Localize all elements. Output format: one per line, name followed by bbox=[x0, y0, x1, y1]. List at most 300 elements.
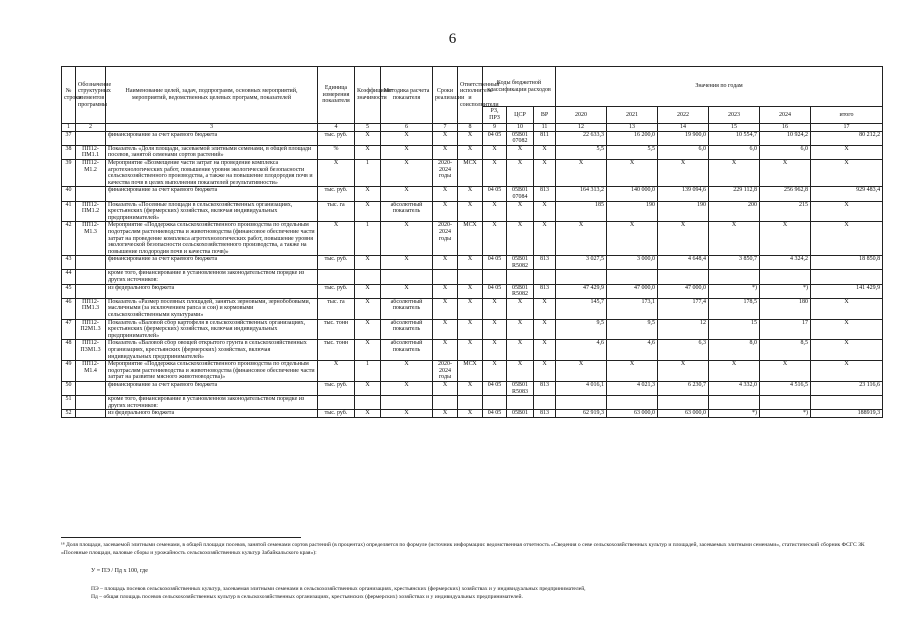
code-vr-cell: 813 bbox=[534, 410, 556, 418]
term-cell: X bbox=[433, 145, 458, 159]
table-row bbox=[62, 396, 883, 410]
value-2021: 140 000,0 bbox=[607, 187, 658, 201]
value-2021: 5,5 bbox=[607, 145, 658, 159]
value-2022: 190 bbox=[658, 201, 709, 222]
structural-element-code: ПП12-ПМ1.3 bbox=[76, 298, 106, 319]
unit-cell: тыс. га bbox=[318, 201, 355, 222]
row-number: 52 bbox=[62, 410, 76, 418]
header-year-2022: 2022 bbox=[658, 107, 709, 124]
item-name: кроме того, финансирование в установленном законодательством порядке из других источников: bbox=[106, 396, 318, 410]
code-vr-cell: X bbox=[534, 145, 556, 159]
value-2021: 47 000,0 bbox=[607, 284, 658, 298]
column-number: 16 bbox=[760, 124, 811, 132]
responsible-cell: X bbox=[458, 410, 483, 418]
unit-cell: X bbox=[318, 361, 355, 382]
value-2024: X bbox=[760, 222, 811, 256]
code-rz-cell: 04 05 bbox=[483, 410, 507, 418]
header-row-no: № строки bbox=[62, 67, 76, 124]
row-number: 37 bbox=[62, 131, 76, 145]
method-cell: X bbox=[381, 256, 433, 270]
value-2021: 16 200,0 bbox=[607, 131, 658, 145]
item-name: финансирование за счет краевого бюджета bbox=[106, 381, 318, 395]
code-rz-cell: X bbox=[483, 361, 507, 382]
value-2023: *) bbox=[709, 410, 760, 418]
row-number: 49 bbox=[62, 361, 76, 382]
table-row bbox=[62, 270, 883, 284]
item-name: Показатель «Валовой сбор картофеля в сельскохозяйственных организациях, крестьянских (фермерских) хозяйствах, включая индивидуальных предпринимателей» bbox=[106, 319, 318, 340]
table-row bbox=[62, 145, 883, 159]
value-total: 80 212,2 bbox=[811, 131, 883, 145]
value-2021: X bbox=[607, 159, 658, 186]
code-rz-cell: 04 05 bbox=[483, 284, 507, 298]
header-name: Наименование целей, задач, подпрограмм, основных мероприятий, мероприятий, ведомственных целевых программ, показателей bbox=[106, 67, 318, 124]
header-terms: Сроки реализации bbox=[433, 67, 458, 124]
term-cell: X bbox=[433, 201, 458, 222]
footnote-text: ¹⁸ Доля площади, засеваемой элитными семенами, в общей площади посевов, занятой семенами сортов растений (в процентах) определяется по формуле (источник информации: ведомственная отчетность «Сведения о севе сельскохозяйственных культур и площадей, засеваемых элитными семенами», статистический сборник ФСГС ЗК «Посевные площади, валовые сборы и урожайность сельскохозяйственных культур Забайкальского края»): bbox=[61, 542, 865, 556]
row-number: 45 bbox=[62, 284, 76, 298]
responsible-cell: X bbox=[458, 145, 483, 159]
code-csr-cell: X bbox=[507, 340, 534, 361]
value-2022: 139 094,6 bbox=[658, 187, 709, 201]
table-row bbox=[62, 319, 883, 340]
responsible-cell: X bbox=[458, 340, 483, 361]
table-row bbox=[62, 381, 883, 395]
coefficient-cell: 1 bbox=[355, 361, 381, 382]
value-2020 bbox=[556, 270, 607, 284]
row-number: 50 bbox=[62, 381, 76, 395]
code-csr-cell: X bbox=[507, 361, 534, 382]
value-2022: X bbox=[658, 361, 709, 382]
code-csr-cell: X bbox=[507, 201, 534, 222]
footnotes bbox=[61, 537, 878, 601]
value-2020: 164 313,2 bbox=[556, 187, 607, 201]
structural-element-code bbox=[76, 256, 106, 270]
coefficient-cell: X bbox=[355, 131, 381, 145]
term-cell: X bbox=[433, 340, 458, 361]
unit-cell bbox=[318, 396, 355, 410]
code-csr-cell: X bbox=[507, 298, 534, 319]
table-row bbox=[62, 222, 883, 256]
structural-element-code: ПП12-П3М1.3 bbox=[76, 340, 106, 361]
item-name: Мероприятие «Поддержка сельскохозяйственного производства по отдельным подотраслям растениеводства и животноводства (финансовое обеспечение части затрат на развитие мясного животноводства)» bbox=[106, 361, 318, 382]
value-2024: *) bbox=[760, 410, 811, 418]
structural-element-code: ПП12-М1.2 bbox=[76, 159, 106, 186]
value-2020: 47 429,9 bbox=[556, 284, 607, 298]
value-total: 188919,3 bbox=[811, 410, 883, 418]
coefficient-cell: X bbox=[355, 256, 381, 270]
header-method: Методика расчета показателя bbox=[381, 67, 433, 124]
table-row bbox=[62, 201, 883, 222]
method-cell: X bbox=[381, 159, 433, 186]
method-cell: X bbox=[381, 381, 433, 395]
code-csr-cell: X bbox=[507, 319, 534, 340]
code-vr-cell: X bbox=[534, 319, 556, 340]
column-number: 1 bbox=[62, 124, 76, 132]
value-2021: 9,5 bbox=[607, 319, 658, 340]
column-number: 15 bbox=[709, 124, 760, 132]
value-total: X bbox=[811, 340, 883, 361]
responsible-cell: X bbox=[458, 381, 483, 395]
table-row bbox=[62, 159, 883, 186]
term-cell: X bbox=[433, 187, 458, 201]
code-vr-cell: 813 bbox=[534, 284, 556, 298]
header-total: итого bbox=[811, 107, 883, 124]
code-rz-cell: X bbox=[483, 319, 507, 340]
item-name: из федерального бюджета bbox=[106, 284, 318, 298]
responsible-cell: МСХ bbox=[458, 222, 483, 256]
unit-cell: тыс. тонн bbox=[318, 340, 355, 361]
term-cell: 2020-2024 годы bbox=[433, 222, 458, 256]
table-row bbox=[62, 131, 883, 145]
value-2024: X bbox=[760, 159, 811, 186]
item-name: Показатель «Валовой сбор овощей открытого грунта в сельскохозяйственных организациях, крестьянских (фермерских) хозяйствах, включая индивидуальных предпринимателей» bbox=[106, 340, 318, 361]
value-2022: 6 230,7 bbox=[658, 381, 709, 395]
value-2024: 8,5 bbox=[760, 340, 811, 361]
code-csr-cell: 05В01 R5082 bbox=[507, 256, 534, 270]
value-total: X bbox=[811, 319, 883, 340]
footnote-formula: У = ПЭ / Пд х 100, где bbox=[91, 568, 148, 574]
table-row bbox=[62, 256, 883, 270]
unit-cell: тыс. руб. bbox=[318, 256, 355, 270]
coefficient-cell bbox=[355, 396, 381, 410]
code-csr-cell: 05В01 07082 bbox=[507, 131, 534, 145]
code-csr-cell bbox=[507, 270, 534, 284]
code-rz-cell: 04 05 bbox=[483, 187, 507, 201]
table-row bbox=[62, 187, 883, 201]
footnote-pd-definition: Пд – общая площадь посевов сельскохозяйственных культур в сельскохозяйственных организациях, крестьянских (фермерских) хозяйствах и у индивидуальных предпринимателей. bbox=[91, 594, 523, 600]
row-number: 43 bbox=[62, 256, 76, 270]
value-2024: 4 516,5 bbox=[760, 381, 811, 395]
table-row bbox=[62, 361, 883, 382]
row-number: 44 bbox=[62, 270, 76, 284]
coefficient-cell: X bbox=[355, 298, 381, 319]
value-2024: 6,0 bbox=[760, 145, 811, 159]
responsible-cell bbox=[458, 270, 483, 284]
value-2020: X bbox=[556, 222, 607, 256]
value-2020: X bbox=[556, 159, 607, 186]
code-rz-cell: 04 05 bbox=[483, 381, 507, 395]
row-number: 48 bbox=[62, 340, 76, 361]
code-vr-cell: X bbox=[534, 201, 556, 222]
header-year-2024: 2024 bbox=[760, 107, 811, 124]
item-name: кроме того, финансирование в установленном законодательством порядке из других источников: bbox=[106, 270, 318, 284]
value-2023: 4 332,0 bbox=[709, 381, 760, 395]
value-2021: 63 000,0 bbox=[607, 410, 658, 418]
method-cell bbox=[381, 396, 433, 410]
value-2021: 4 021,3 bbox=[607, 381, 658, 395]
value-2020: X bbox=[556, 361, 607, 382]
value-total: X bbox=[811, 361, 883, 382]
unit-cell: тыс. руб. bbox=[318, 187, 355, 201]
row-number: 42 bbox=[62, 222, 76, 256]
code-vr-cell: X bbox=[534, 340, 556, 361]
value-2020: 62 919,3 bbox=[556, 410, 607, 418]
code-csr-cell: 05В01 R5082 bbox=[507, 284, 534, 298]
value-2022: 6,0 bbox=[658, 145, 709, 159]
method-cell: абсолютный показатель bbox=[381, 201, 433, 222]
value-total: 23 116,6 bbox=[811, 381, 883, 395]
item-name: финансирование за счет краевого бюджета bbox=[106, 187, 318, 201]
code-csr-cell bbox=[507, 396, 534, 410]
code-vr-cell: X bbox=[534, 222, 556, 256]
coefficient-cell: X bbox=[355, 145, 381, 159]
column-number: 8 bbox=[458, 124, 483, 132]
structural-element-code bbox=[76, 284, 106, 298]
value-2020: 5,5 bbox=[556, 145, 607, 159]
item-name: финансирование за счет краевого бюджета bbox=[106, 256, 318, 270]
value-2024: 215 bbox=[760, 201, 811, 222]
unit-cell: тыс. га bbox=[318, 298, 355, 319]
code-vr-cell: X bbox=[534, 298, 556, 319]
code-csr-cell: X bbox=[507, 159, 534, 186]
value-2023: *) bbox=[709, 284, 760, 298]
value-2020 bbox=[556, 396, 607, 410]
page-number: 6 bbox=[448, 31, 457, 47]
code-csr-cell: 05В01 07084 bbox=[507, 187, 534, 201]
row-number: 51 bbox=[62, 396, 76, 410]
value-2021 bbox=[607, 396, 658, 410]
value-2023: 3 850,7 bbox=[709, 256, 760, 270]
unit-cell: X bbox=[318, 222, 355, 256]
value-2022: X bbox=[658, 222, 709, 256]
method-cell: X bbox=[381, 145, 433, 159]
row-number: 40 bbox=[62, 187, 76, 201]
unit-cell: тыс. руб. bbox=[318, 284, 355, 298]
term-cell: X bbox=[433, 381, 458, 395]
value-2023 bbox=[709, 396, 760, 410]
item-name: финансирование за счет краевого бюджета bbox=[106, 131, 318, 145]
value-total bbox=[811, 270, 883, 284]
coefficient-cell: X bbox=[355, 319, 381, 340]
term-cell: 2020-2024 годы bbox=[433, 361, 458, 382]
term-cell: X bbox=[433, 256, 458, 270]
header-structural-element: Обозначение структурных элементов программы bbox=[76, 67, 106, 124]
structural-element-code bbox=[76, 187, 106, 201]
value-total: X bbox=[811, 159, 883, 186]
code-rz-cell: X bbox=[483, 201, 507, 222]
footnote-pe-definition: ПЭ – площадь посевов сельскохозяйственных культур, засеваемая элитными семенами в сельскохозяйственных организациях, крестьянских (фермерских) хозяйствах и у индивидуальных предпринимателей, bbox=[91, 586, 586, 592]
value-2020: 145,7 bbox=[556, 298, 607, 319]
value-2022: X bbox=[658, 159, 709, 186]
value-2022: 19 900,0 bbox=[658, 131, 709, 145]
value-2021: 173,1 bbox=[607, 298, 658, 319]
column-number-row bbox=[62, 124, 883, 132]
value-total: 141 429,9 bbox=[811, 284, 883, 298]
value-total: 18 850,8 bbox=[811, 256, 883, 270]
unit-cell: тыс. руб. bbox=[318, 410, 355, 418]
term-cell bbox=[433, 270, 458, 284]
code-vr-cell: X bbox=[534, 361, 556, 382]
value-2021: X bbox=[607, 222, 658, 256]
code-vr-cell: 813 bbox=[534, 187, 556, 201]
method-cell: абсолютный показатель bbox=[381, 298, 433, 319]
column-number: 14 bbox=[658, 124, 709, 132]
code-csr-cell: X bbox=[507, 145, 534, 159]
method-cell: X bbox=[381, 187, 433, 201]
row-number: 41 bbox=[62, 201, 76, 222]
unit-cell: X bbox=[318, 159, 355, 186]
responsible-cell bbox=[458, 396, 483, 410]
value-2021: 3 000,0 bbox=[607, 256, 658, 270]
coefficient-cell: 1 bbox=[355, 222, 381, 256]
table-row bbox=[62, 298, 883, 319]
column-number: 6 bbox=[381, 124, 433, 132]
term-cell: X bbox=[433, 284, 458, 298]
item-name: Показатель «Посевные площади в сельскохозяйственных организациях, крестьянских (фермерских) хозяйствах, включая индивидуальных предпринимателей» bbox=[106, 201, 318, 222]
code-rz-cell bbox=[483, 396, 507, 410]
header-code-rz: РЗ, ПРЗ bbox=[483, 107, 507, 124]
value-2024: X bbox=[760, 361, 811, 382]
method-cell: X bbox=[381, 131, 433, 145]
code-rz-cell bbox=[483, 270, 507, 284]
value-2021: X bbox=[607, 361, 658, 382]
value-2020: 185 bbox=[556, 201, 607, 222]
value-2022: 63 000,0 bbox=[658, 410, 709, 418]
code-vr-cell bbox=[534, 396, 556, 410]
unit-cell bbox=[318, 270, 355, 284]
value-2024: 17 bbox=[760, 319, 811, 340]
term-cell: X bbox=[433, 410, 458, 418]
structural-element-code bbox=[76, 396, 106, 410]
code-rz-cell: X bbox=[483, 159, 507, 186]
responsible-cell: МСХ bbox=[458, 361, 483, 382]
unit-cell: тыс. руб. bbox=[318, 381, 355, 395]
responsible-cell: X bbox=[458, 298, 483, 319]
code-vr-cell: 813 bbox=[534, 256, 556, 270]
item-name: Мероприятие «Поддержка сельскохозяйственного производства по отдельным подотраслям растениеводства и животноводства (финансовое обеспечение части затрат на проведение комплекса агротехнологических работ, повышение уровня экологической безопасности сельскохозяйственного производства, а также на повышение плодородия почв и качества почв)» bbox=[106, 222, 318, 256]
value-2022: 6,3 bbox=[658, 340, 709, 361]
code-rz-cell: 04 05 bbox=[483, 131, 507, 145]
coefficient-cell: X bbox=[355, 340, 381, 361]
value-2023: 229 112,8 bbox=[709, 187, 760, 201]
header-responsible: Ответственный исполнитель и соисполнители bbox=[458, 67, 483, 124]
column-number: 7 bbox=[433, 124, 458, 132]
value-2022: 12 bbox=[658, 319, 709, 340]
value-2021: 4,6 bbox=[607, 340, 658, 361]
column-number: 5 bbox=[355, 124, 381, 132]
value-2024: 256 962,8 bbox=[760, 187, 811, 201]
responsible-cell: X bbox=[458, 256, 483, 270]
code-rz-cell: X bbox=[483, 222, 507, 256]
value-2023: 15 bbox=[709, 319, 760, 340]
code-rz-cell: 04 05 bbox=[483, 256, 507, 270]
value-total: 929 483,4 bbox=[811, 187, 883, 201]
value-2024: 180 bbox=[760, 298, 811, 319]
unit-cell: % bbox=[318, 145, 355, 159]
structural-element-code bbox=[76, 131, 106, 145]
structural-element-code: ПП12-П2М1.3 bbox=[76, 319, 106, 340]
row-number: 46 bbox=[62, 298, 76, 319]
code-vr-cell: 813 bbox=[534, 381, 556, 395]
term-cell: X bbox=[433, 131, 458, 145]
code-vr-cell: 811 bbox=[534, 131, 556, 145]
method-cell: X bbox=[381, 361, 433, 382]
code-rz-cell: X bbox=[483, 298, 507, 319]
header-year-2020: 2020 bbox=[556, 107, 607, 124]
column-number: 9 bbox=[483, 124, 507, 132]
row-number: 38 bbox=[62, 145, 76, 159]
value-2023: 8,0 bbox=[709, 340, 760, 361]
table-row bbox=[62, 284, 883, 298]
term-cell: X bbox=[433, 298, 458, 319]
header-coefficient: Коэффициент значимости bbox=[355, 67, 381, 124]
method-cell: X bbox=[381, 410, 433, 418]
code-vr-cell bbox=[534, 270, 556, 284]
value-2021 bbox=[607, 270, 658, 284]
term-cell: X bbox=[433, 319, 458, 340]
header-year-2021: 2021 bbox=[607, 107, 658, 124]
value-2023: 178,5 bbox=[709, 298, 760, 319]
value-2024 bbox=[760, 396, 811, 410]
coefficient-cell: 1 bbox=[355, 159, 381, 186]
coefficient-cell: X bbox=[355, 381, 381, 395]
coefficient-cell bbox=[355, 270, 381, 284]
responsible-cell: X bbox=[458, 187, 483, 201]
column-number: 11 bbox=[534, 124, 556, 132]
column-number: 4 bbox=[318, 124, 355, 132]
value-2023: 200 bbox=[709, 201, 760, 222]
header-values-by-year: Значения по годам bbox=[556, 67, 883, 107]
code-rz-cell: X bbox=[483, 340, 507, 361]
value-2021: 190 bbox=[607, 201, 658, 222]
code-csr-cell: 05В01 bbox=[507, 410, 534, 418]
code-rz-cell: X bbox=[483, 145, 507, 159]
structural-element-code: ПП12-ПМ1.2 bbox=[76, 201, 106, 222]
value-2020: 22 633,3 bbox=[556, 131, 607, 145]
value-2022: 4 648,4 bbox=[658, 256, 709, 270]
method-cell: X bbox=[381, 284, 433, 298]
code-csr-cell: X bbox=[507, 222, 534, 256]
header-code-vr: ВР bbox=[534, 107, 556, 124]
responsible-cell: X bbox=[458, 319, 483, 340]
value-total: X bbox=[811, 298, 883, 319]
coefficient-cell: X bbox=[355, 284, 381, 298]
value-total: X bbox=[811, 222, 883, 256]
header-unit: Единица измерения показателя bbox=[318, 67, 355, 124]
value-2023: 10 554,7 bbox=[709, 131, 760, 145]
value-2023 bbox=[709, 270, 760, 284]
footnote-rule bbox=[61, 537, 301, 538]
row-number: 47 bbox=[62, 319, 76, 340]
code-csr-cell: 05В01 R5083 bbox=[507, 381, 534, 395]
table-row bbox=[62, 410, 883, 418]
structural-element-code bbox=[76, 270, 106, 284]
value-2024 bbox=[760, 270, 811, 284]
program-table bbox=[61, 66, 883, 418]
column-number: 17 bbox=[811, 124, 883, 132]
structural-element-code: ПП12-ПМ1.1 bbox=[76, 145, 106, 159]
column-number: 10 bbox=[507, 124, 534, 132]
method-cell: абсолютный показатель bbox=[381, 340, 433, 361]
value-2023: X bbox=[709, 222, 760, 256]
value-2022: 177,4 bbox=[658, 298, 709, 319]
value-2024: 10 924,2 bbox=[760, 131, 811, 145]
value-2024: 4 324,2 bbox=[760, 256, 811, 270]
structural-element-code bbox=[76, 381, 106, 395]
term-cell: 2020-2024 годы bbox=[433, 159, 458, 186]
method-cell: X bbox=[381, 222, 433, 256]
term-cell bbox=[433, 396, 458, 410]
method-cell: абсолютный показатель bbox=[381, 319, 433, 340]
value-total: X bbox=[811, 145, 883, 159]
value-2023: X bbox=[709, 361, 760, 382]
structural-element-code: ПП12-М1.4 bbox=[76, 361, 106, 382]
table-row bbox=[62, 340, 883, 361]
header-year-2023: 2023 bbox=[709, 107, 760, 124]
value-total bbox=[811, 396, 883, 410]
column-number: 3 bbox=[106, 124, 318, 132]
responsible-cell: X bbox=[458, 201, 483, 222]
